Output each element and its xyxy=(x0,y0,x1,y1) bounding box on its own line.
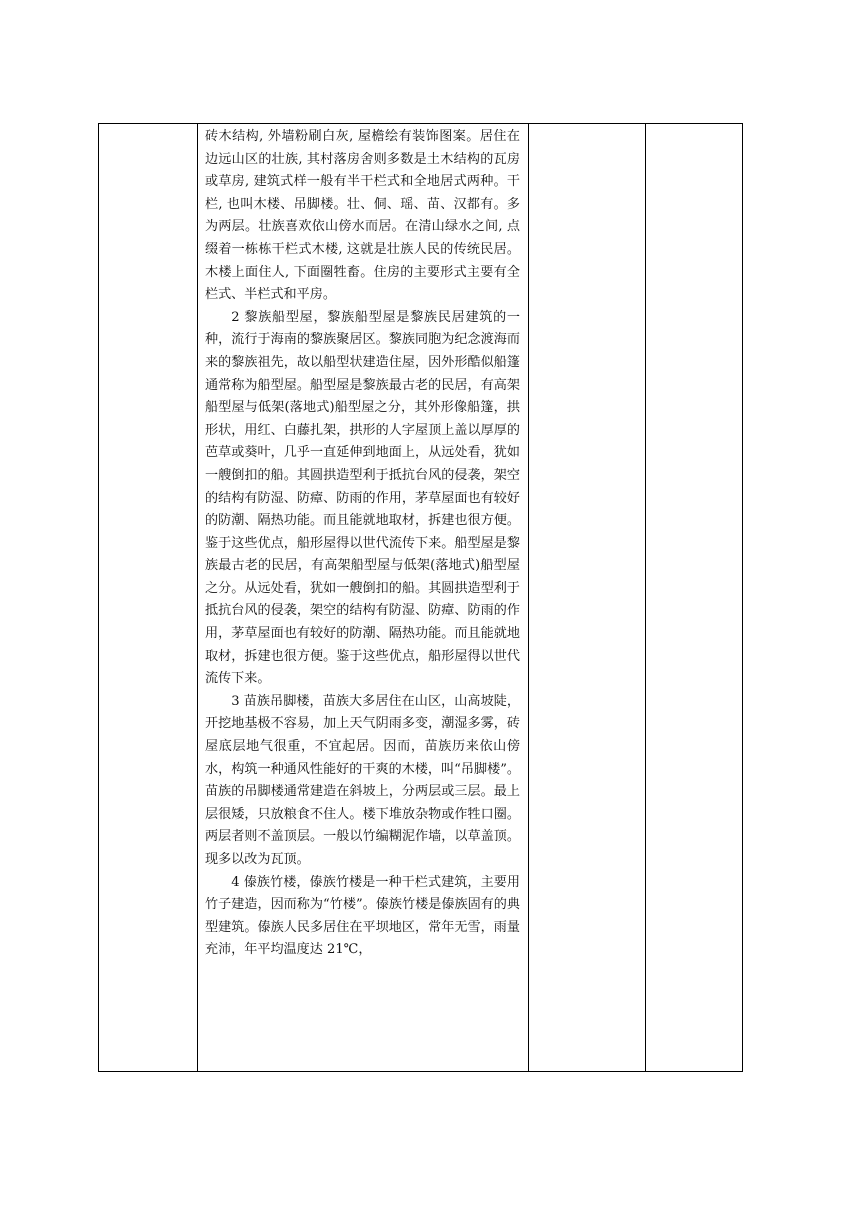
text-content xyxy=(198,124,528,962)
paragraph-1: 砖木结构, 外墙粉刷白灰, 屋檐绘有装饰图案。居住在边远山区的壮族, 其村落房舍则多数是土木结构的瓦房或草房, 建筑式样一般有半干栏式和全地居式两种。干栏, 也叫木楼、吊脚楼。壮、侗、瑶、苗、汉都有。多为两层。壮族喜欢依山傍水而居。在清山绿水之间, 点缀着一栋栋干栏式木楼, 这就是壮族人民的传统民居。木楼上面住人, 下面圈牲畜。住房的主要形式主要有全栏式、半栏式和平房。 xyxy=(205,129,520,303)
paragraph-2: 2 黎族船型屋，黎族船型屋是黎族民居建筑的一种，流行于海南的黎族聚居区。黎族同胞为纪念渡海而来的黎族祖先，故以船型状建造住屋，因外形酷似船篷通常称为船型屋。船型屋是黎族最古老的民居，有高架船型屋与低架(落地式)船型屋之分，其外形像船篷，拱形状，用红、白藤扎架，拱形的人字屋顶上盖以厚厚的芭草或葵叶，几乎一直延伸到地面上，从远处看，犹如一艘倒扣的船。其圆拱造型利于抵抗台风的侵袭，架空的结构有防湿、防瘴、防雨的作用，茅草屋面也有较好的防潮、隔热功能。而且能就地取材，拆建也很方便。鉴于这些优点，船形屋得以世代流传下来。船型屋是黎族最古老的民居，有高架船型屋与低架(落地式)船型屋之分。从远处看，犹如一艘倒扣的船。其圆拱造型利于抵抗台风的侵袭，架空的结构有防湿、防瘴、防雨的作用，茅草屋面也有较好的防潮、隔热功能。而且能就地取材，拆建也很方便。鉴于这些优点，船形屋得以世代流传下来。 xyxy=(205,309,520,687)
table-cell-empty-left xyxy=(99,124,198,1072)
table-cell-empty-right xyxy=(646,124,743,1072)
table-row xyxy=(99,124,743,1072)
table-cell-empty-mid xyxy=(529,124,646,1072)
paragraph-3: 3 苗族吊脚楼，苗族大多居住在山区，山高坡陡，开挖地基极不容易，加上天气阴雨多变，潮湿多雾，砖屋底层地气很重，不宜起居。因而，苗族历来依山傍水，构筑一种通风性能好的干爽的木楼，叫“吊脚楼”。苗族的吊脚楼通常建造在斜坡上，分两层或三层。最上层很矮，只放粮食不住人。楼下堆放杂物或作牲口圈。两层者则不盖顶层。一般以竹编糊泥作墙，以草盖顶。现多以改为瓦顶。 xyxy=(205,693,520,867)
paragraph-4: 4 傣族竹楼，傣族竹楼是一种干栏式建筑，主要用竹子建造，因而称为“竹楼”。傣族竹楼是傣族固有的典型建筑。傣族人民多居住在平坝地区，常年无雪，雨量充沛，年平均温度达 21℃， xyxy=(205,874,520,958)
table-cell-text xyxy=(198,124,529,1072)
content-table xyxy=(98,123,743,1072)
